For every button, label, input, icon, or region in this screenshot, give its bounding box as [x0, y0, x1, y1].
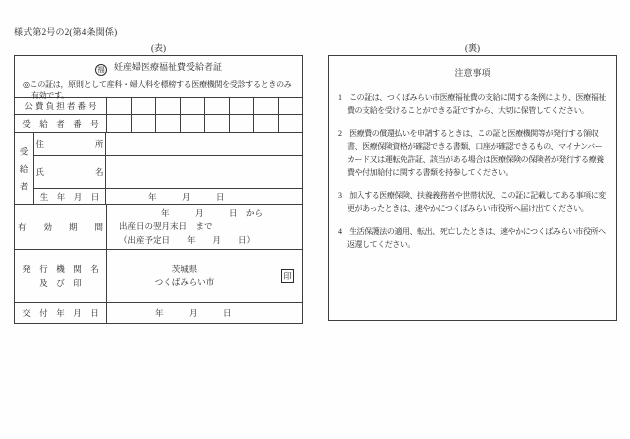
number-cell [107, 115, 131, 132]
number-cell [107, 98, 131, 114]
certificate-front-table [14, 55, 303, 324]
address-label: 住 所 [34, 133, 106, 155]
note-item-3: 3 加入する医療保険、扶養義務者や世帯状況、この証に記載してある事項に変更があったときは、速やかにつくばみらい市役所へ届け出てください。 [338, 190, 606, 213]
payer-number-row [15, 97, 302, 114]
number-cell [180, 115, 205, 132]
number-cell [229, 115, 254, 132]
address-value [106, 133, 302, 155]
name-label: 氏 名 [34, 156, 106, 188]
form-number: 様式第2号の2(第4条関係) [14, 27, 118, 37]
number-cell [204, 115, 229, 132]
back-side-label: (裏) [465, 43, 480, 53]
issuer-row [15, 249, 302, 302]
maru-fuku-seal-icon: 福 [95, 64, 107, 76]
name-value [106, 156, 302, 188]
issue-date-row [15, 302, 302, 323]
recipient-info-block [15, 132, 302, 204]
name-row [34, 155, 302, 188]
birth-date-value: 年 月 日 [148, 191, 225, 202]
payer-number-cells [107, 98, 302, 114]
number-cell [204, 98, 229, 114]
recipient-number-label: 受 給 者 番 号 [15, 115, 107, 132]
certificate-title-text: 妊産婦医療福祉費受給者証 [113, 62, 222, 72]
note-item-4: 4 生活保護法の適用、転出、死亡したときは、速やかにつくばみらい市役所へ返還してください。 [338, 226, 606, 249]
certificate-note: ◎この証は，原則として産科・婦人科を標榜する医療機関を受診するときのみ有効です。 [23, 79, 292, 100]
recipient-number-row [15, 114, 302, 132]
address-row [34, 133, 302, 155]
issuer-label-line1: 発 行 機 関 名 [22, 263, 99, 274]
number-cell [131, 115, 156, 132]
issuer-value [107, 250, 302, 302]
issue-date-label: 交 付 年 月 日 [15, 303, 107, 323]
issue-date-value: 年 月 日 [155, 308, 232, 318]
note-item-2: 2 医療費の償還払いを申請するときは、この証と医療機関等が発行する領収書、医療保険資格が確認できる書類、口座が確認できるもの、マイナンバーカード又は運転免許証、該当がある場合は医療保険の保険者が発行する療養費や付加給付に関する書類を持参してください。 [338, 128, 604, 177]
certificate-title [19, 60, 298, 76]
number-cell [131, 98, 156, 114]
recipient-number-cells [107, 115, 302, 132]
birth-date-row [34, 188, 302, 204]
validity-due-date-line: （出産予定日 年 月 日） [119, 234, 256, 245]
payer-number-label: 公 費 負 担 者 番 号 [15, 98, 107, 114]
number-cell [229, 98, 254, 114]
front-side-label: (表) [151, 43, 166, 53]
number-cell [278, 98, 303, 114]
issuer-city: つくばみらい市 [154, 277, 215, 287]
note-item-1: 1 この証は、つくばみらい市医療福祉費の支給に関する条例により、医療福祉費の支給を受けることができる証ですから、大切に保管してください。 [338, 93, 606, 115]
certificate-back-box [328, 55, 617, 321]
number-cell [180, 98, 205, 114]
seal-placeholder-icon: 印 [281, 269, 294, 283]
number-cell [253, 115, 278, 132]
number-cell [253, 98, 278, 114]
validity-period-value [107, 205, 302, 249]
recipient-group-label: 受給者 [15, 133, 34, 204]
validity-from-line: 年 月 日 から [161, 208, 264, 219]
validity-period-label: 有 効 期 間 [15, 205, 107, 249]
validity-period-row [15, 204, 302, 249]
validity-until-line: 出産日の翌月末日 まで [119, 221, 213, 232]
certificate-header [15, 56, 302, 100]
issuer-label [15, 250, 107, 302]
birth-date-label: 生 年 月 日 [34, 189, 106, 204]
issuer-prefecture: 茨城県 [171, 263, 198, 274]
notes-title: 注意事項 [454, 68, 491, 78]
issuer-label-line2: 及 び 印 [39, 278, 82, 288]
number-cell [155, 98, 180, 114]
number-cell [278, 115, 303, 132]
number-cell [155, 115, 180, 132]
